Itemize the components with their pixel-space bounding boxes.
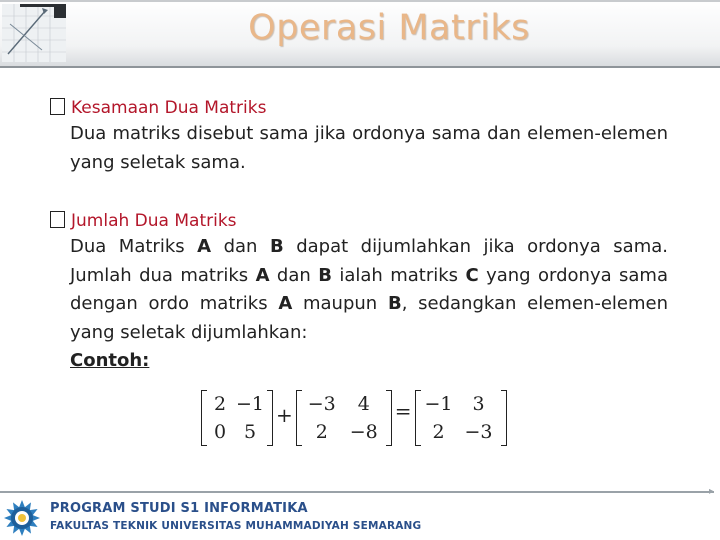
matrix-cell: 3 <box>472 393 485 415</box>
text: dan <box>211 236 270 257</box>
matrix-symbol: B <box>387 293 402 314</box>
matrix-symbol: A <box>255 264 270 286</box>
footer-program-name: PROGRAM STUDI S1 INFORMATIKA <box>50 501 308 516</box>
matrix-cell: 2 <box>315 421 328 443</box>
section-heading-row <box>50 96 668 120</box>
matrix-left <box>201 390 273 446</box>
header-top-rule <box>0 0 720 2</box>
section-kesamaan <box>50 96 668 177</box>
matrix-middle <box>296 390 392 446</box>
section-body <box>70 233 668 376</box>
matrix-symbol: A <box>278 293 293 314</box>
university-logo-icon <box>3 499 41 537</box>
text: , sedangkan elemen-elemen yang seletak dijumlahkan: <box>70 293 668 343</box>
section-jumlah <box>50 209 668 376</box>
matrix-cell: 2 <box>432 421 445 443</box>
text: Dua Matriks <box>70 236 198 257</box>
text: yang ordonya sama dengan ordo matriks <box>70 264 668 314</box>
section-heading: Jumlah Dua Matriks <box>71 211 237 231</box>
footer-faculty-name: FAKULTAS TEKNIK UNIVERSITAS MUHAMMADIYAH SEMARANG <box>50 520 422 532</box>
section-heading-row <box>50 209 668 233</box>
matrix-cell: −3 <box>307 393 336 415</box>
plus-operator: + <box>276 403 293 427</box>
example-label: Contoh: <box>70 350 150 371</box>
matrix-cell: 0 <box>213 421 227 443</box>
text: dan <box>269 264 319 286</box>
matrix-cell: 2 <box>213 393 227 415</box>
section-body: Dua matriks disebut sama jika ordonya sama dan elemen-elemen yang seletak sama. <box>70 123 668 173</box>
matrix-cell: −8 <box>349 421 378 443</box>
matrix-symbol: B <box>269 236 284 257</box>
matrix-result <box>415 390 507 446</box>
matrix-cell: 5 <box>243 421 257 443</box>
matrix-cell: −3 <box>464 421 493 443</box>
slide-header <box>0 0 720 68</box>
text: maupun <box>292 293 388 314</box>
section-heading: Kesamaan Dua Matriks <box>71 98 267 118</box>
text: ialah matriks <box>331 264 466 286</box>
matrix-symbol: B <box>318 264 332 286</box>
matrix-cell: 4 <box>357 393 370 415</box>
page-title: Operasi Matriks <box>248 8 530 48</box>
matrix-symbol: C <box>465 264 479 286</box>
bullet-box-icon <box>50 211 65 228</box>
matrix-cell: −1 <box>235 393 264 415</box>
text: Jumlah dua matriks <box>70 264 256 286</box>
matrix-cell: −1 <box>424 393 453 415</box>
equals-operator: = <box>394 399 412 423</box>
footer-divider <box>0 491 714 493</box>
matrix-symbol: A <box>197 236 212 257</box>
bullet-box-icon <box>50 98 65 115</box>
text: dapat dijumlahkan jika ordonya sama. <box>283 236 668 257</box>
footer-arrow-icon: ▸ <box>709 486 715 497</box>
matrix-addition-equation <box>201 388 507 448</box>
